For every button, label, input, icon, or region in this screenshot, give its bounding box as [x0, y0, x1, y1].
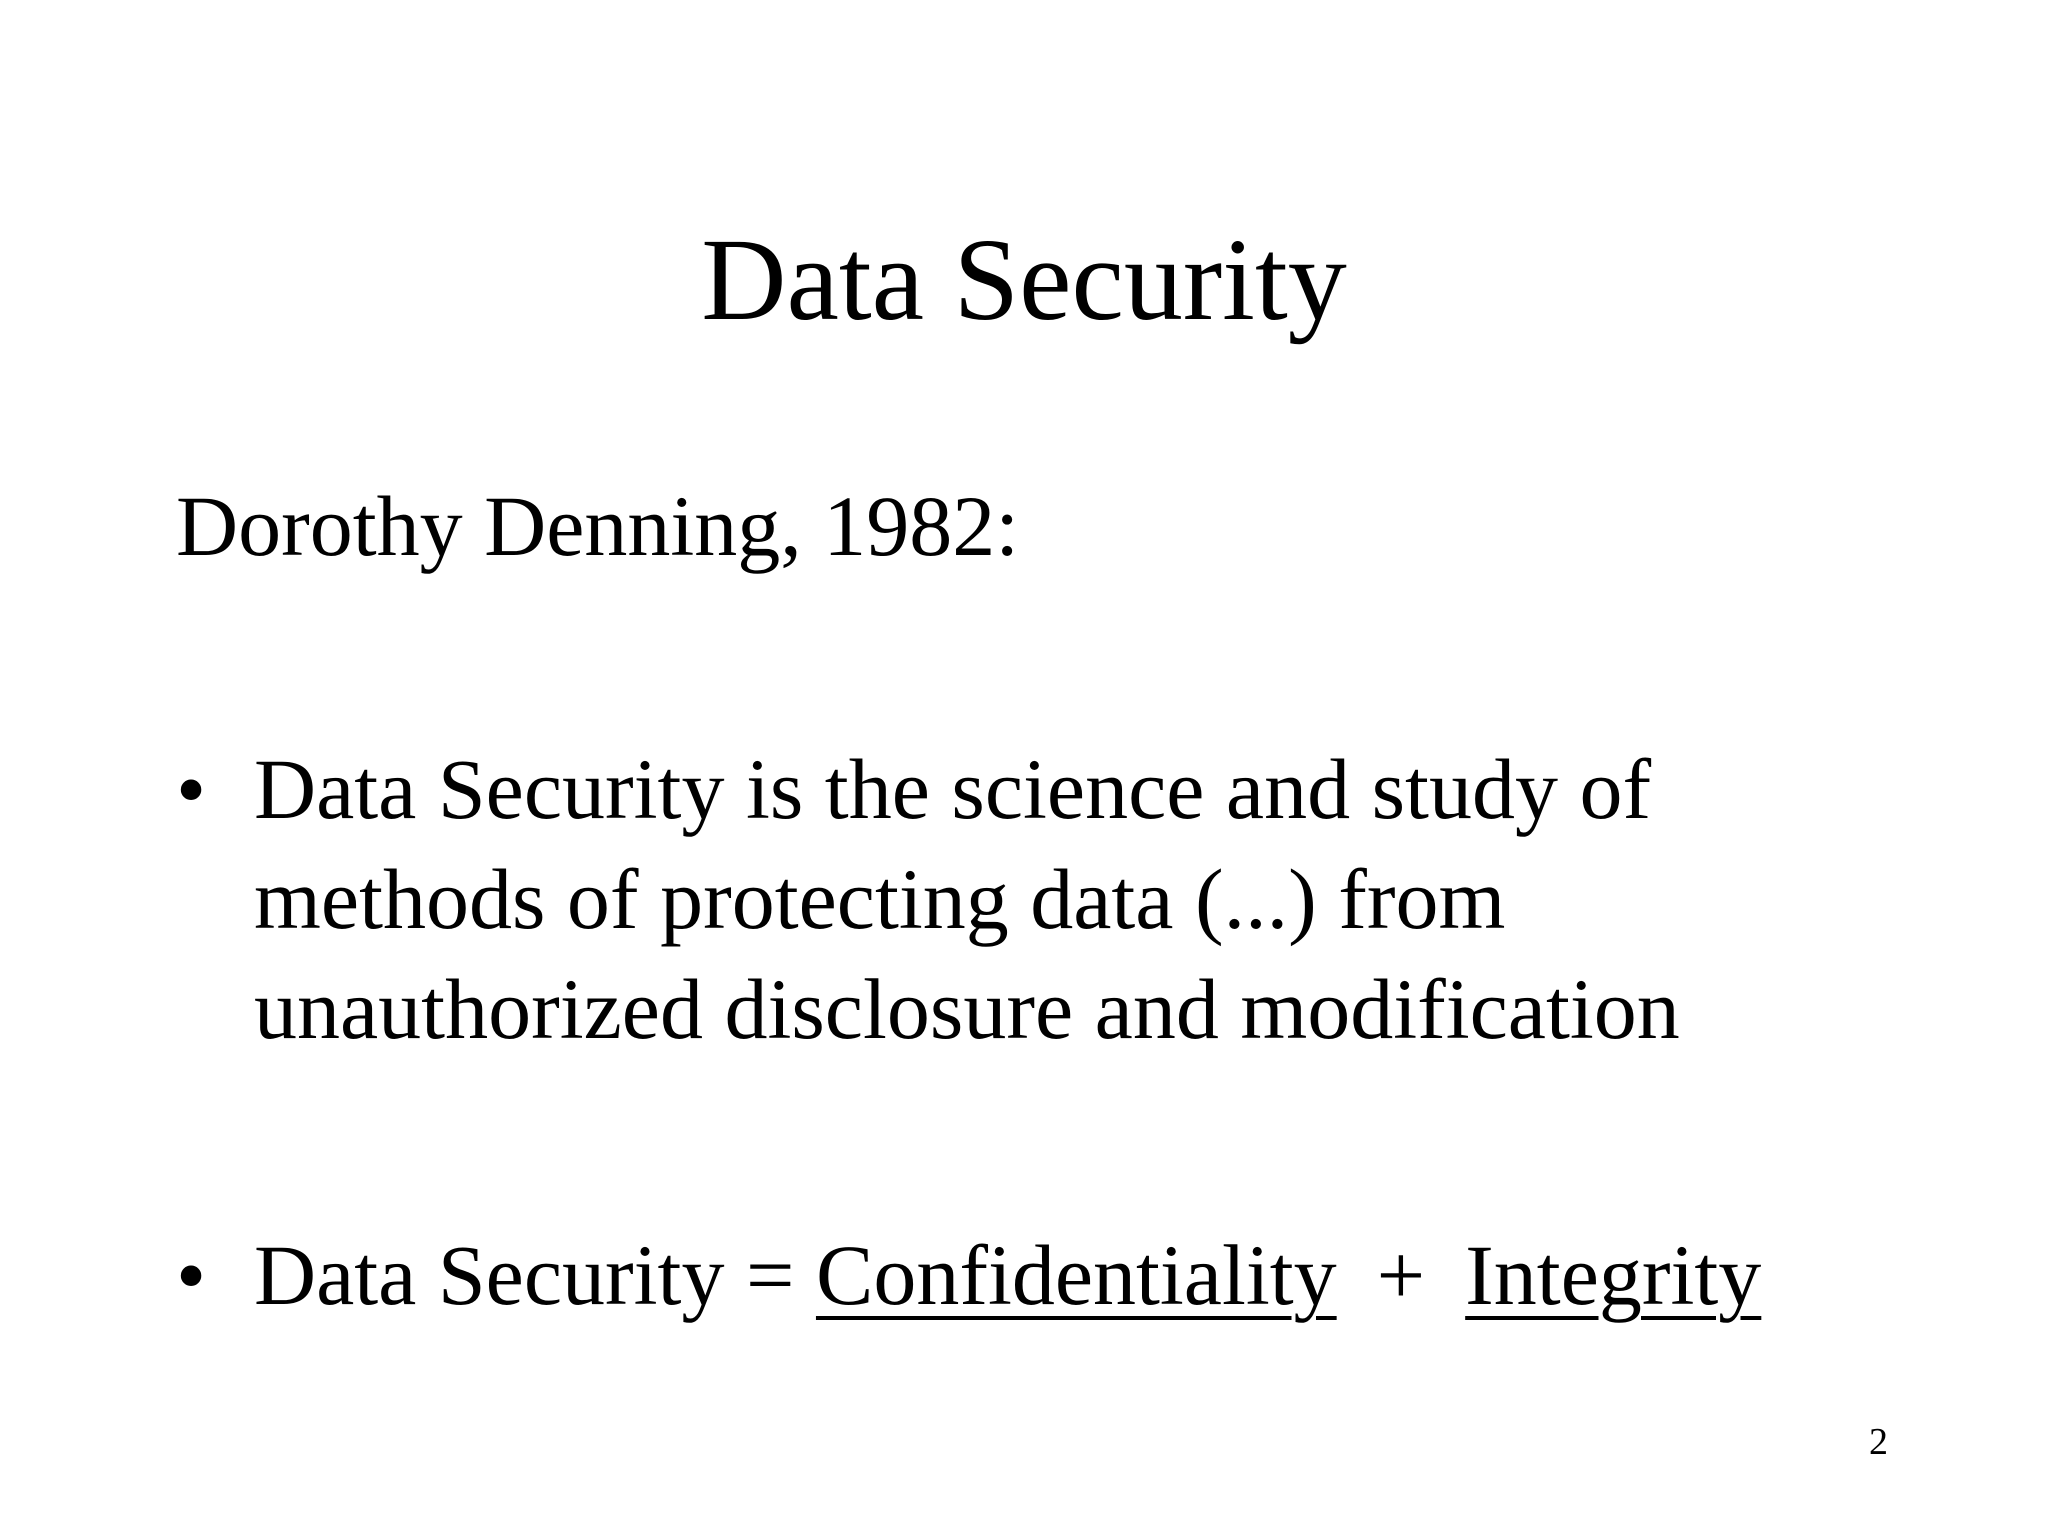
attribution-heading: Dorothy Denning, 1982:	[176, 478, 1020, 574]
bullet-text	[254, 734, 1974, 1064]
bullet-line: methods of protecting data (...) from	[254, 851, 1506, 947]
integrity-term: Integrity	[1465, 1227, 1762, 1323]
slide-title: Data Security	[701, 214, 1347, 345]
equation-text	[254, 1220, 1974, 1330]
equation-prefix: Data Security =	[254, 1227, 795, 1323]
bullet-line: unauthorized disclosure and modification	[254, 961, 1680, 1057]
bullet-line: Data Security is the science and study of	[254, 741, 1652, 837]
page-number: 2	[1869, 1421, 1888, 1463]
bullet-icon: •	[176, 741, 207, 837]
bullet-icon: •	[176, 1227, 207, 1323]
bullet-item-definition	[176, 734, 1976, 1074]
confidentiality-term: Confidentiality	[815, 1227, 1337, 1323]
plus-operator: +	[1376, 1227, 1426, 1323]
bullet-item-equation	[176, 1220, 1976, 1340]
